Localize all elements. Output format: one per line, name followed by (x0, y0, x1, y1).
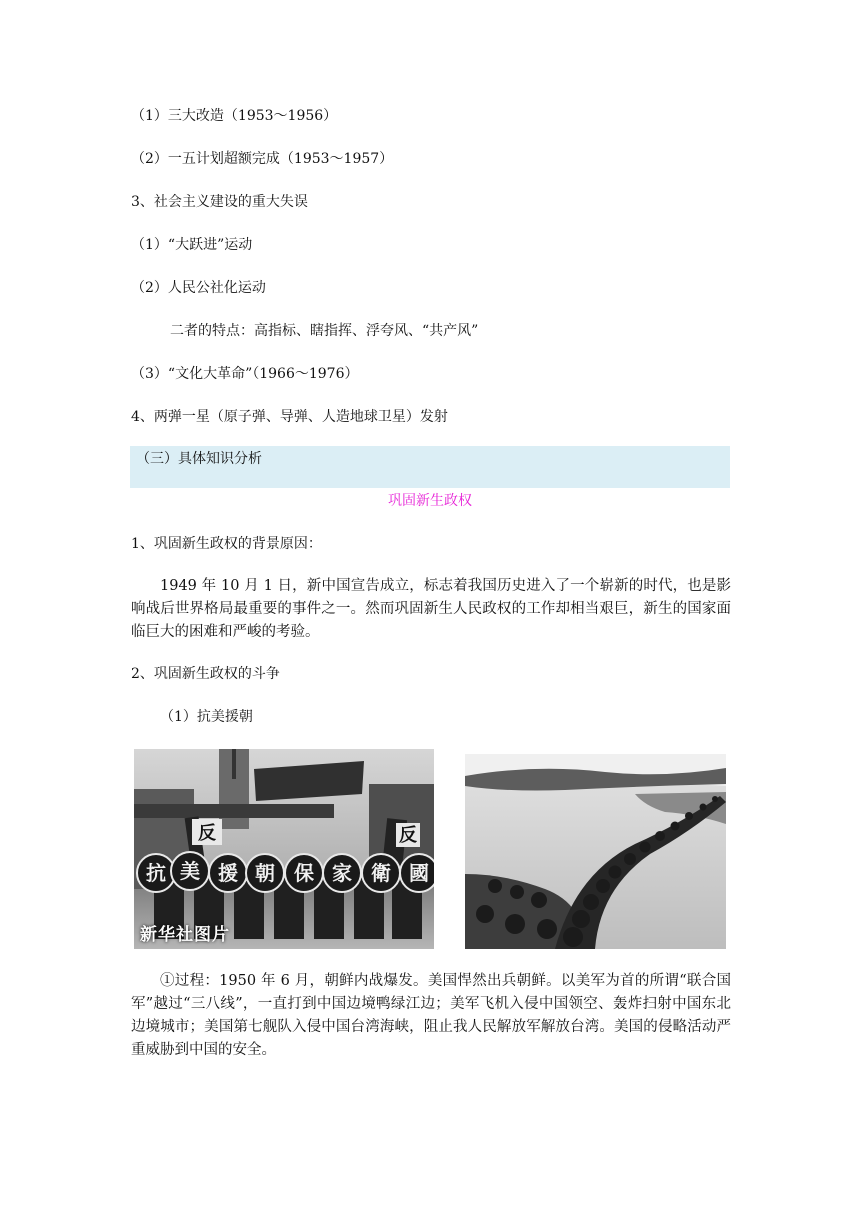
banner-char: 家 (332, 861, 352, 885)
banner-char: 朝 (255, 861, 275, 885)
flag-char-right: 反 (399, 825, 417, 846)
process-paragraph: ①过程：1950 年 6 月，朝鲜内战爆发。美国悍然出兵朝鲜。以美军为首的所谓“联合国军”越过“三八线”，一直打到中国边境鸭绿江边；美军飞机入侵中国领空、轰炸扫射中国东北边境城市；美国第七舰队入侵中国台湾海峡，阻止我人民解放军解放台湾。美国的侵略活动严重威胁到中国的安全。 (131, 973, 731, 1058)
river-crossing-photo (465, 754, 726, 949)
banner-char: 衛 (371, 861, 391, 885)
background-paragraph: 1949 年 10 月 1 日，新中国宣告成立，标志着我国历史进入了一个崭新的时代，也是影响战后世界格局最重要的事件之一。然而巩固新生人民政权的工作却相当艰巨，新生的国家面临巨大的困难和严峻的考验。 (131, 578, 731, 640)
item-first-five-year-plan: （2）一五计划超额完成（1953～1957） (131, 151, 394, 167)
banner-char: 國 (409, 861, 429, 885)
background-title: 1、巩固新生政权的背景原因： (131, 536, 322, 552)
banner-char: 援 (218, 861, 238, 885)
struggle-title: 2、巩固新生政权的斗争 (131, 666, 280, 682)
item-peoples-communes: （2）人民公社化运动 (131, 280, 266, 296)
heading-major-mistakes: 3、社会主义建设的重大失误 (131, 194, 308, 210)
item-characteristics: 二者的特点：高指标、瞎指挥、浮夸风、“共产风” (170, 323, 479, 339)
photo-caption: 新华社图片 (140, 925, 230, 945)
section-subtitle: 巩固新生政权 (388, 493, 472, 509)
item-great-leap-forward: （1）“大跃进”运动 (131, 237, 253, 253)
section-header-bar (130, 446, 730, 488)
march-photo-scene (134, 749, 434, 949)
item-cultural-revolution: （3）“文化大革命”（1966～1976） (131, 366, 359, 382)
march-photo (134, 749, 434, 949)
banner-char: 保 (294, 861, 314, 885)
banner-char: 美 (180, 859, 200, 883)
item-three-transformations: （1）三大改造（1953～1956） (131, 108, 338, 124)
heading-two-bombs-one-satellite: 4、两弹一星（原子弹、导弹、人造地球卫星）发射 (131, 409, 448, 425)
section-heading: （三）具体知识分析 (136, 451, 262, 467)
banner-char: 抗 (146, 861, 166, 885)
flag-char-left: 反 (198, 823, 216, 844)
korean-war-subtitle: （1）抗美援朝 (160, 709, 253, 725)
river-crossing-scene (465, 754, 726, 949)
